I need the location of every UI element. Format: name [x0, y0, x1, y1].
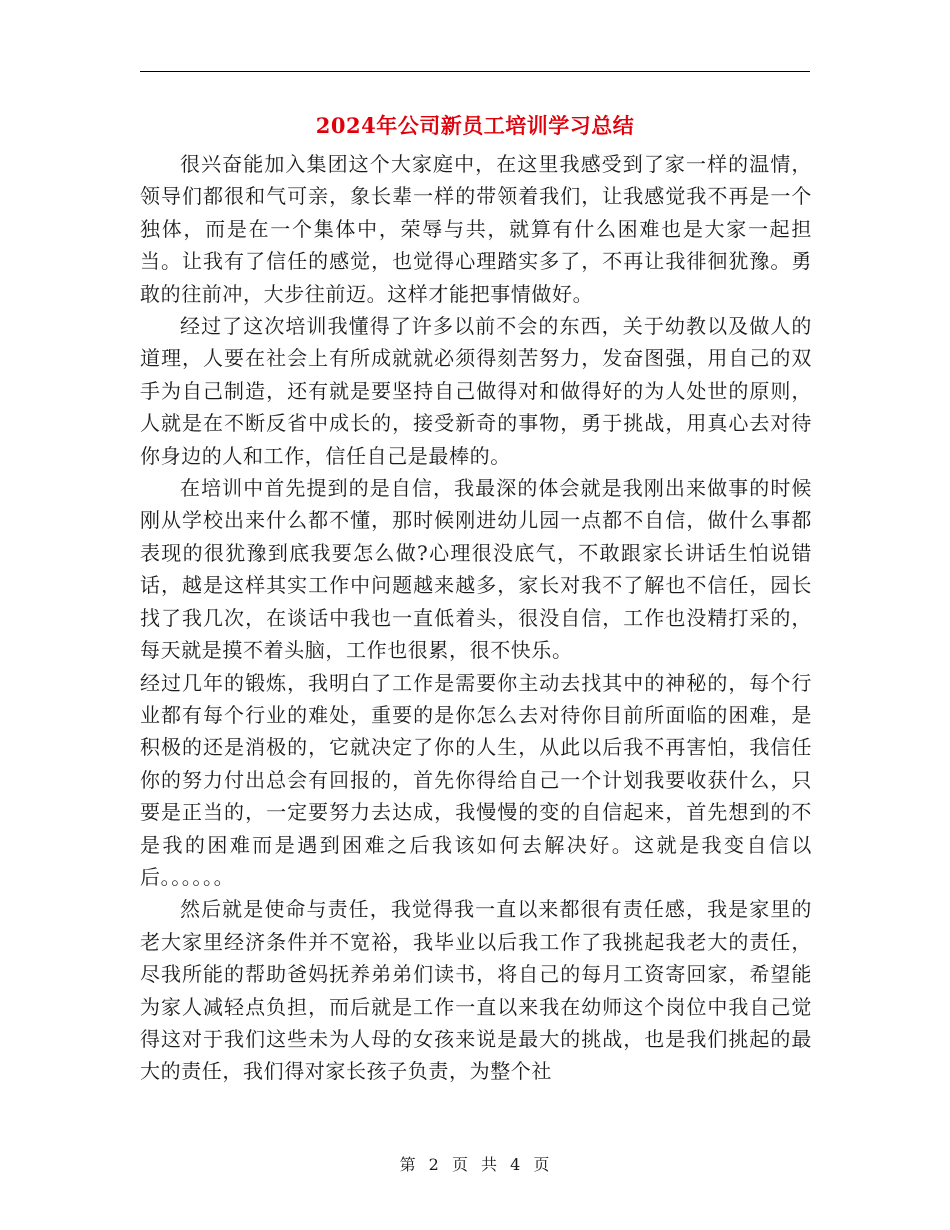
body-paragraph-3: 在培训中首先提到的是自信，我最深的体会就是我刚出来做事的时候刚从学校出来什么都不懂，那时候刚进幼儿园一点都不自信，做什么事都表现的很犹豫到底我要怎么做?心理很没底气，不敢跟家长讲话生怕说错话，越是这样其实工作中问题越来越多，家长对我不了解也不信任，园长找了我几次，在谈话中我也一直低着头，很没自信，工作也没精打采的，每天就是摸不着头脑，工作也很累，很不快乐。	[140, 476, 812, 663]
body-paragraph-2: 经过了这次培训我懂得了许多以前不会的东西，关于幼教以及做人的道理，人要在社会上有所成就就必须得刻苦努力，发奋图强，用自己的双手为自己制造，还有就是要坚持自己做得对和做得好的为人处世的原则，人就是在不断反省中成长的，接受新奇的事物，勇于挑战，用真心去对待你身边的人和工作，信任自己是最棒的。	[140, 314, 812, 468]
body-paragraph-4: 经过几年的锻炼，我明白了工作是需要你主动去找其中的神秘的，每个行业都有每个行业的难处，重要的是你怎么去对待你目前所面临的困难，是积极的还是消极的，它就决定了你的人生，从此以后我不再害怕，我信任你的努力付出总会有回报的，首先你得给自己一个计划我要收获什么，只要是正当的，一定要努力去达成，我慢慢的变的自信起来，首先想到的不是我的困难而是遇到困难之后我该如何去解决好。这就是我变自信以后。。。。。。	[140, 670, 812, 889]
body-paragraph-1: 很兴奋能加入集团这个大家庭中，在这里我感受到了家一样的温情，领导们都很和气可亲，象长辈一样的带领着我们，让我感觉我不再是一个独体，而是在一个集体中，荣辱与共，就算有什么困难也是大家一起担当。让我有了信任的感觉，也觉得心理踏实多了，不再让我徘徊犹豫。勇敢的往前冲，大步往前迈。这样才能把事情做好。	[140, 152, 812, 306]
header-rule	[140, 71, 810, 72]
document-title: 2024年公司新员工培训学习总结	[315, 113, 635, 138]
page-number-footer: 第 2 页 共 4 页	[399, 1155, 551, 1174]
document-body	[140, 148, 812, 1088]
body-paragraph-5: 然后就是使命与责任，我觉得我一直以来都很有责任感，我是家里的老大家里经济条件并不宽裕，我毕业以后我工作了我挑起我老大的责任，尽我所能的帮助爸妈抚养弟弟们读书，将自己的每月工资寄回家，希望能为家人减轻点负担，而后就是工作一直以来我在幼师这个岗位中我自己觉得这对于我们这些未为人母的女孩来说是最大的挑战，也是我们挑起的最大的责任，我们得对家长孩子负责，为整个社	[140, 897, 812, 1084]
